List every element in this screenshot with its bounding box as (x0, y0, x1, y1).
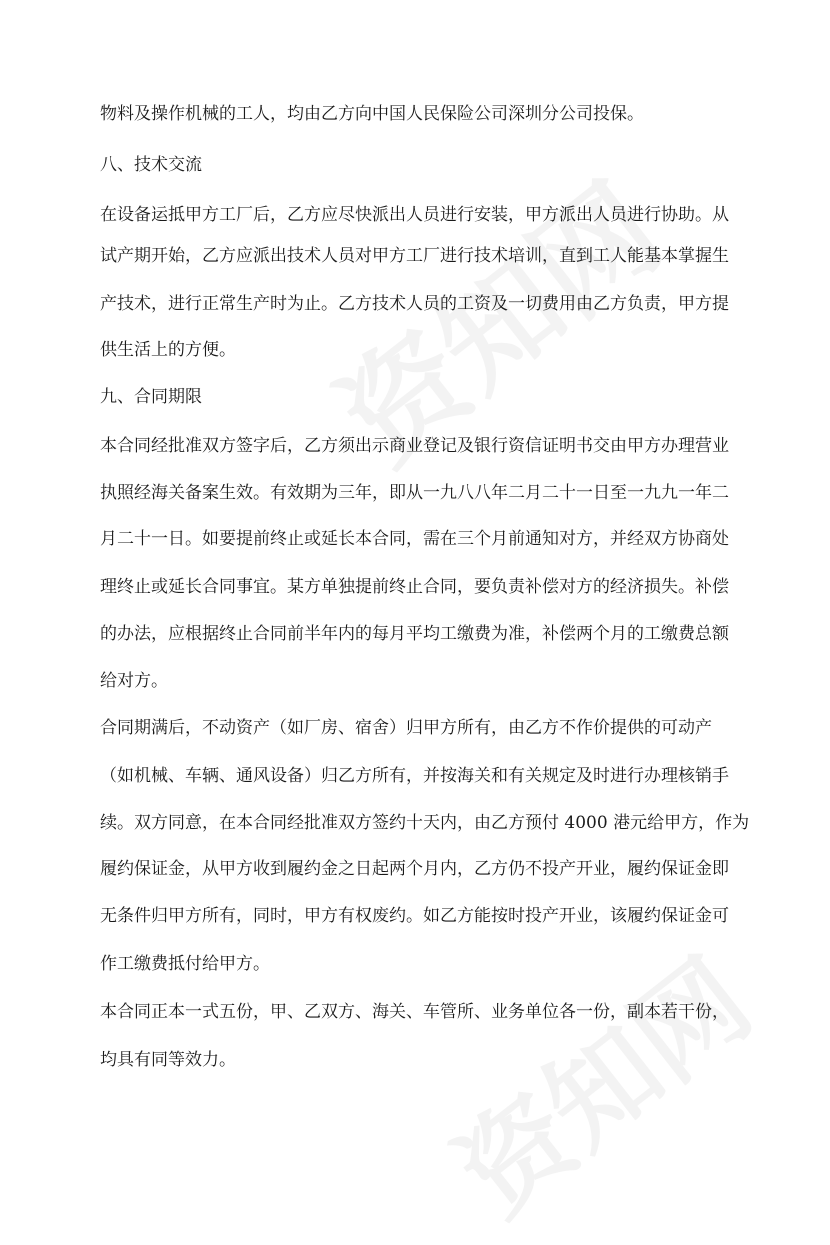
watermark (420, 917, 777, 1245)
paragraph-line: 理终止或延长合同事宜。某方单独提前终止合同，要负责补偿对方的经济损失。补偿 (100, 577, 729, 597)
paragraph-line: 试产期开始，乙方应派出技术人员对甲方工厂进行技术培训，直到工人能基本掌握生 (100, 246, 729, 266)
paragraph-line: 在设备运抵甲方工厂后，乙方应尽快派出人员进行安装，甲方派出人员进行协助。从 (100, 205, 729, 225)
paragraph-line: 的办法，应根据终止合同前半年内的每月平均工缴费为准，补偿两个月的工缴费总额 (100, 624, 729, 644)
paragraph-line: 本合同经批准双方签字后，乙方须出示商业登记及银行资信证明书交由甲方办理营业 (100, 436, 729, 456)
paragraph-line: 均具有同等效力。 (100, 1050, 236, 1070)
paragraph-line: 物料及操作机械的工人，均由乙方向中国人民保险公司深圳分公司投保。 (100, 104, 644, 124)
paragraph-line: （如机械、车辆、通风设备）归乙方所有，并按海关和有关规定及时进行办理核销手 (100, 766, 729, 786)
paragraph-line: 本合同正本一式五份，甲、乙双方、海关、车管所、业务单位各一份，副本若干份， (100, 1002, 729, 1022)
paragraph-line: 合同期满后，不动资产（如厂房、宿舍）归甲方所有，由乙方不作价提供的可动产 (100, 718, 712, 738)
paragraph-line: 续。双方同意，在本合同经批准双方签约十天内，由乙方预付 4000 港元给甲方，作为 (100, 813, 750, 833)
paragraph-line: 作工缴费抵付给甲方。 (100, 954, 270, 974)
paragraph-line: 执照经海关备案生效。有效期为三年，即从一九八八年二月二十一日至一九九一年二 (100, 483, 729, 503)
section-heading-contract-term: 九、合同期限 (100, 387, 202, 407)
paragraph-line: 给对方。 (100, 671, 168, 691)
paragraph-line: 履约保证金，从甲方收到履约金之日起两个月内，乙方仍不投产开业，履约保证金即 (100, 859, 729, 879)
paragraph-line: 月二十一日。如要提前终止或延长本合同，需在三个月前通知对方，并经双方协商处 (100, 529, 729, 549)
paragraph-line: 无条件归甲方所有，同时，甲方有权废约。如乙方能按时投产开业，该履约保证金可 (100, 906, 729, 926)
paragraph-line: 产技术，进行正常生产时为止。乙方技术人员的工资及一切费用由乙方负责，甲方提 (100, 294, 729, 314)
section-heading-tech-exchange: 八、技术交流 (100, 155, 202, 175)
paragraph-line: 供生活上的方便。 (100, 340, 236, 360)
